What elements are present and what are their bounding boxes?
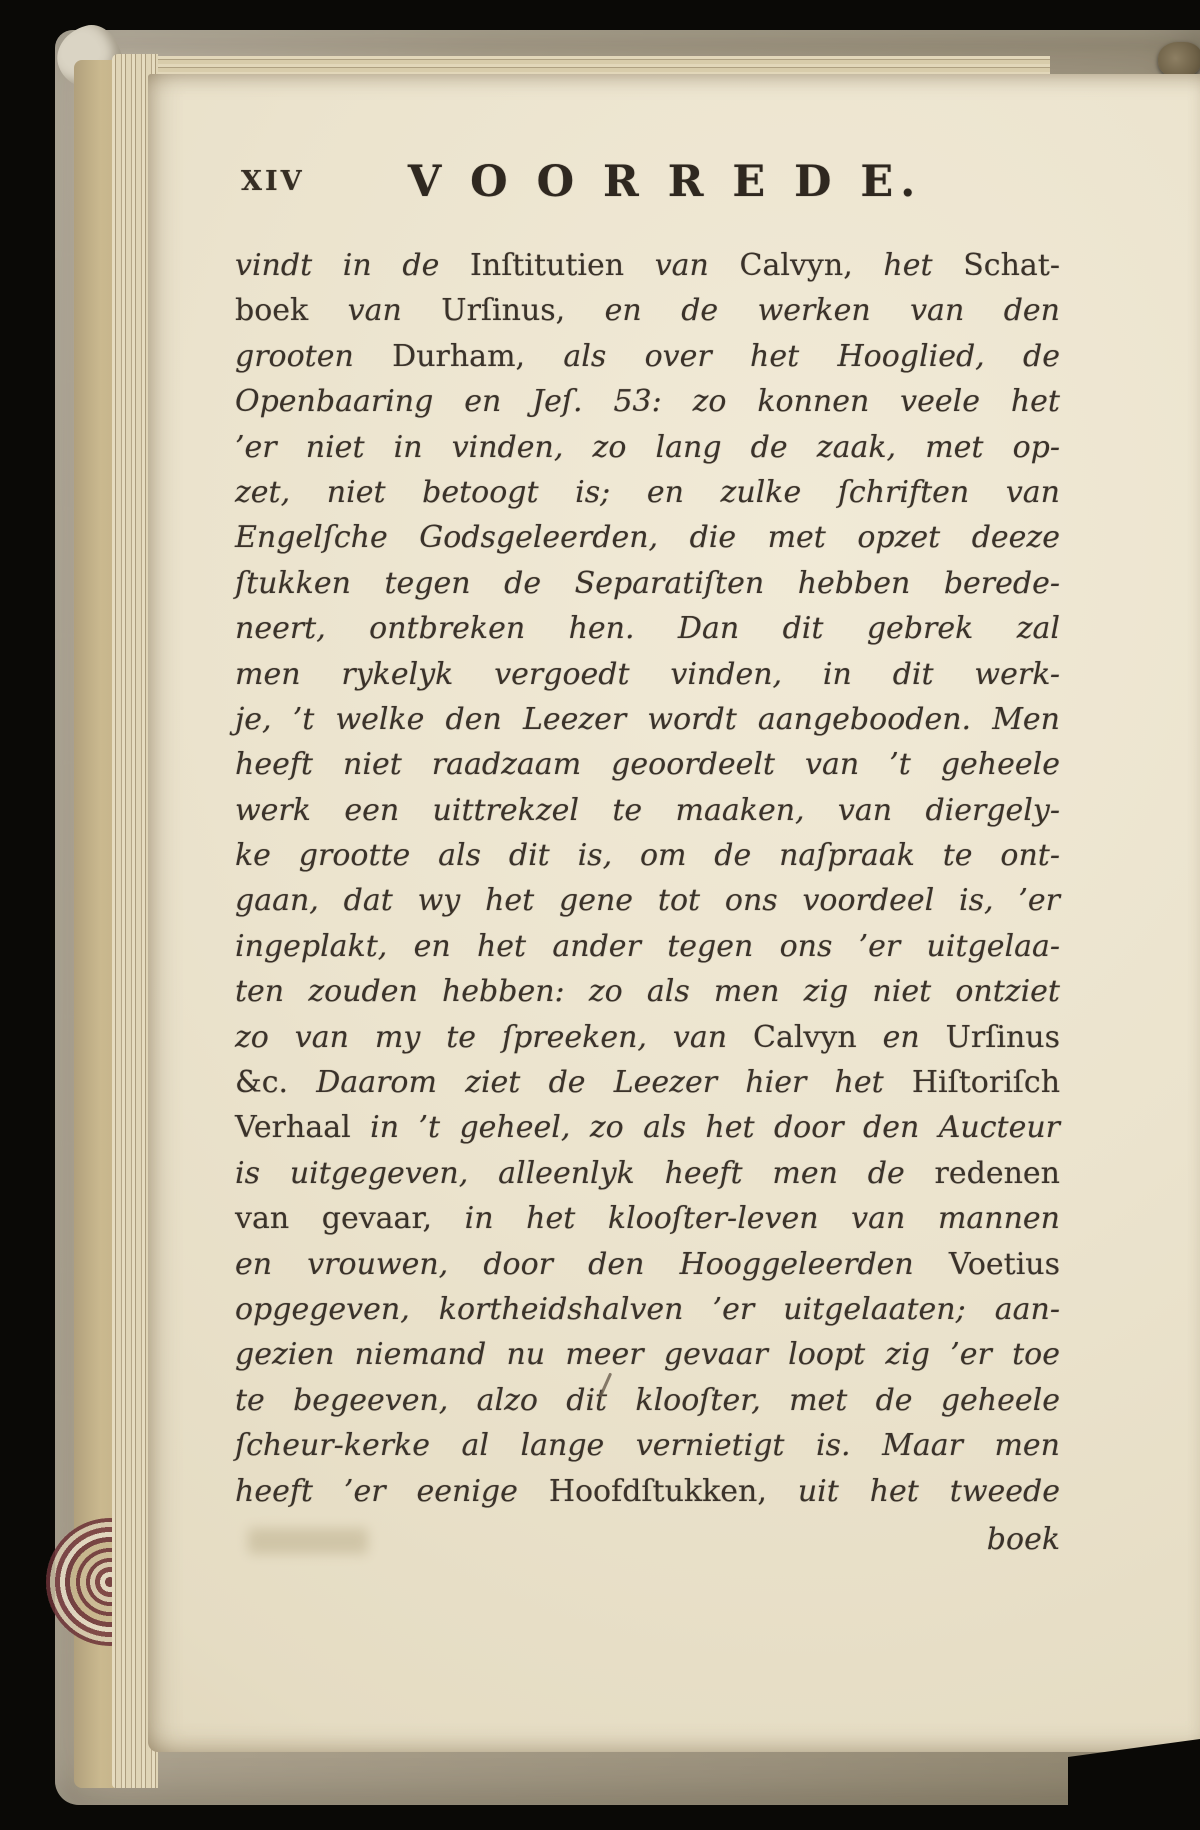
roman-text-segment: Schat- <box>963 248 1060 283</box>
text-line <box>235 1060 1060 1105</box>
roman-text-segment: Voetius <box>948 1246 1060 1282</box>
italic-text-segment: van <box>347 293 442 329</box>
roman-text-segment: redenen <box>934 1155 1060 1191</box>
italic-text-segment: heeft ’er eenige <box>235 1473 549 1509</box>
italic-text-segment: gaan, dat wy het gene tot ons voordeel is, ’er <box>235 883 1060 919</box>
italic-text-segment: heeft niet raadzaam geoordeelt van ’t geheele <box>235 747 1060 783</box>
clasp-remnant <box>1158 42 1200 78</box>
italic-text-segment: en vrouwen, door den Hooggeleerden <box>235 1246 949 1282</box>
roman-text-segment: Durham, <box>392 338 564 374</box>
italic-text-segment: in het klooſter-leven van mannen <box>464 1201 1060 1237</box>
italic-text-segment: men rykelyk vergoedt vinden, in dit werk- <box>235 656 1060 692</box>
italic-text-segment: ten zouden hebben: zo als men zig niet ontziet <box>235 974 1060 1010</box>
text-line <box>235 606 1060 651</box>
italic-text-segment: werk een uittrekzel te maaken, van diergely- <box>235 792 1060 828</box>
page-number: XIV <box>241 166 305 197</box>
text-line <box>235 561 1060 606</box>
page-title: V O O R R E D E. <box>407 157 923 207</box>
italic-text-segment: gezien niemand nu meer gevaar loopt zig ’er toe <box>235 1337 1060 1373</box>
italic-text-segment: Daarom ziet de Leezer hier het <box>316 1065 912 1101</box>
italic-text-segment: het <box>883 248 964 283</box>
text-line <box>235 515 1060 560</box>
text-line <box>235 969 1060 1014</box>
text-line <box>235 1242 1060 1287</box>
italic-text-segment: is uitgegeven, alleenlyk heeft men de <box>235 1155 935 1191</box>
italic-text-segment: en de werken van den <box>604 293 1061 329</box>
italic-text-segment: neert, ontbreken hen. Dan dit gebrek zal <box>235 611 1060 647</box>
text-line <box>235 288 1060 333</box>
catchword: boek <box>986 1522 1060 1557</box>
text-line <box>235 788 1060 833</box>
roman-text-segment: Calvyn, <box>739 248 884 283</box>
italic-text-segment: van <box>654 248 740 283</box>
text-line <box>235 470 1060 515</box>
text-line <box>235 697 1060 742</box>
italic-text-segment: ſtukken tegen de Separatiſten hebben berede- <box>235 565 1060 601</box>
italic-text-segment: je, ’t welke den Leezer wordt aangebooden. Men <box>235 701 1060 737</box>
italic-text-segment: ke grootte als dit is, om de naſpraak te ont- <box>235 838 1060 874</box>
italic-text-segment: ingeplakt, en het ander tegen ons ’er uitgelaa- <box>235 928 1060 964</box>
text-line <box>235 1332 1060 1377</box>
italic-text-segment: vindt in de <box>235 248 471 283</box>
text-line <box>235 1105 1060 1150</box>
roman-text-segment: boek <box>235 293 348 329</box>
text-line <box>235 1423 1060 1468</box>
page-header <box>235 146 1060 207</box>
text-line <box>235 1151 1060 1196</box>
roman-text-segment: &c. <box>235 1065 317 1101</box>
text-line <box>235 243 1060 288</box>
italic-text-segment: als over het Hooglied, de <box>563 338 1060 374</box>
text-line <box>235 1287 1060 1332</box>
roman-text-segment: Urſinus <box>945 1019 1060 1055</box>
italic-text-segment: in ’t geheel, zo als het door den Aucteur <box>370 1110 1061 1146</box>
roman-text-segment: van gevaar, <box>235 1201 465 1237</box>
page-stack-edges-top <box>158 56 1050 74</box>
italic-text-segment: Openbaaring en Jeſ. 53: zo konnen veele het <box>235 384 1060 420</box>
text-line <box>235 425 1060 470</box>
roman-text-segment: Hoofdſtukken, <box>548 1473 798 1509</box>
italic-text-segment: Engelſche Godsgeleerden, die met opzet deeze <box>235 520 1060 556</box>
text-block <box>235 243 1060 1514</box>
roman-text-segment: Verhaal <box>235 1110 371 1146</box>
text-line <box>235 924 1060 969</box>
text-line <box>235 833 1060 878</box>
text-line <box>235 652 1060 697</box>
text-line <box>235 1378 1060 1423</box>
roman-text-segment: Urſinus, <box>441 293 605 329</box>
roman-text-segment: Inſtitutien <box>470 248 655 283</box>
italic-text-segment: ſcheur-kerke al lange vernietigt is. Maar men <box>235 1428 1060 1464</box>
text-line <box>235 1015 1060 1060</box>
roman-text-segment: Hiſtoriſch <box>911 1065 1061 1101</box>
italic-text-segment: grooten <box>235 338 393 374</box>
italic-text-segment: te begeeven, alzo dit klooſter, met de geheele <box>235 1382 1060 1418</box>
text-line <box>235 1469 1060 1514</box>
text-line <box>235 742 1060 787</box>
italic-text-segment: zet, niet betoogt is; en zulke ſchriften van <box>235 474 1060 510</box>
italic-text-segment: zo van my te ſpreeken, van <box>235 1019 753 1055</box>
text-line <box>235 334 1060 379</box>
italic-text-segment: en <box>882 1019 946 1055</box>
italic-text-segment: opgegeven, kortheidshalven ’er uitgelaaten; aan- <box>235 1291 1060 1327</box>
italic-text-segment: ’er niet in vinden, zo lang de zaak, met op- <box>235 429 1060 465</box>
italic-text-segment: uit het tweede <box>797 1473 1060 1509</box>
text-line <box>235 379 1060 424</box>
text-line <box>235 1196 1060 1241</box>
text-line <box>235 878 1060 923</box>
roman-text-segment: Calvyn <box>752 1019 883 1055</box>
